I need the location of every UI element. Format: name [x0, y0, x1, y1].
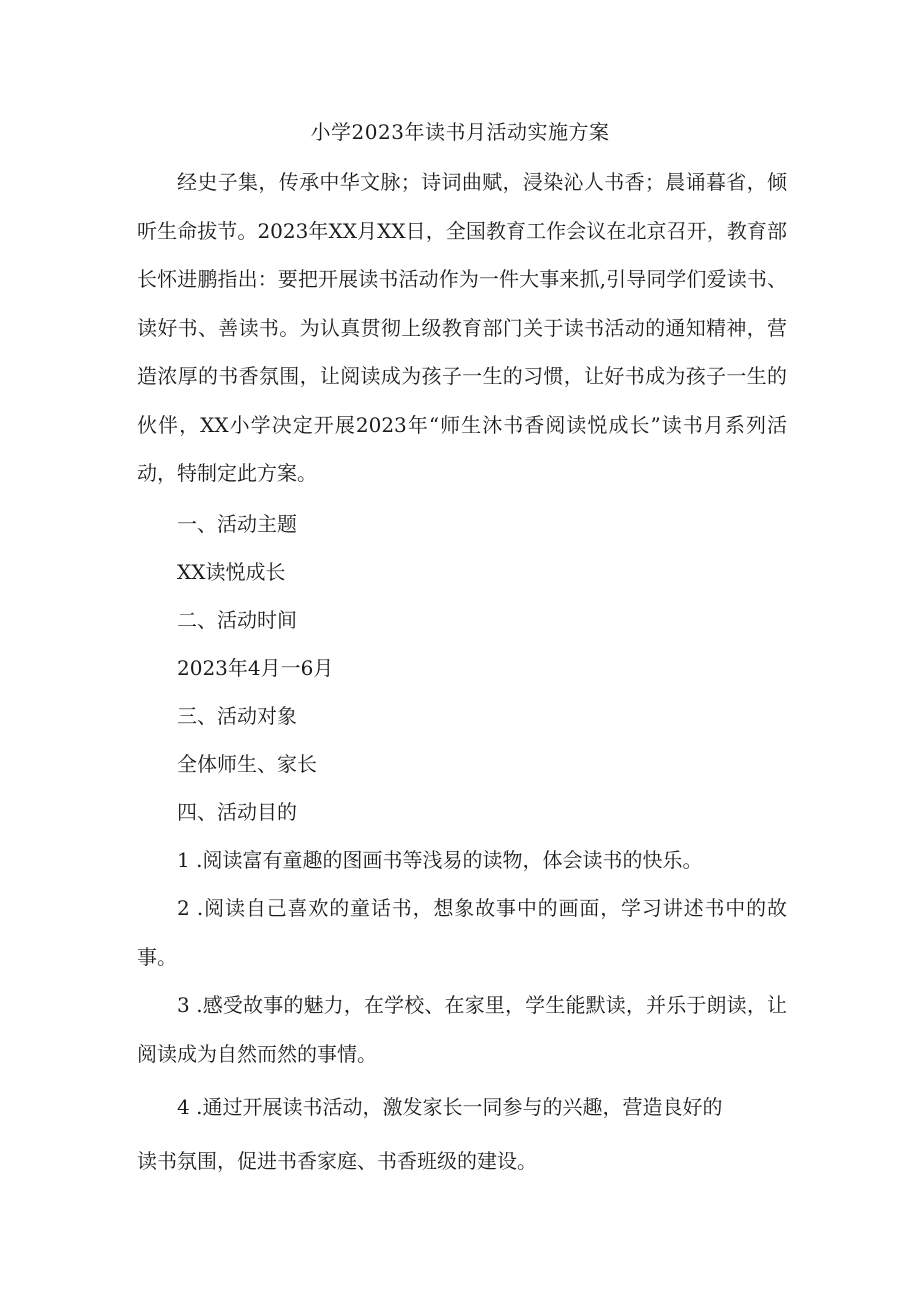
goal-item-3: 3 .感受故事的魅力，在学校、在家里，学生能默读，并乐于朗读，让阅读成为自然而然的事情。 [137, 993, 787, 1066]
section-content-theme: XX读悦成长 [177, 560, 286, 584]
goal-item-2: 2 .阅读自己喜欢的童话书，想象故事中的画面，学习讲述书中的故事。 [137, 896, 787, 969]
section-heading-audience: 三、活动对象 [177, 704, 297, 728]
section-content-audience: 全体师生、家长 [177, 752, 317, 776]
goal-item-4: 4 .通过开展读书活动，激发家长一同参与的兴趣，营造良好的 [177, 1095, 723, 1119]
goal-item-1: 1 .阅读富有童趣的图画书等浅易的读物，体会读书的快乐。 [177, 848, 703, 872]
section-heading-goals: 四、活动目的 [177, 800, 297, 824]
goal-item-4-continuation: 读书氛围，促进书香家庭、书香班级的建设。 [137, 1149, 537, 1173]
document-title: 小学2023年读书月活动实施方案 [310, 120, 610, 144]
intro-paragraph: 经史子集，传承中华文脉；诗词曲赋，浸染沁人书香；晨诵暮省，倾听生命拔节。2023年XX月XX日，全国教育工作会议在北京召开，教育部长怀进鹏指出：要把开展读书活动作为一件大事来抓,引导同学们爱读书、读好书、善读书。为认真贯彻上级教育部门关于读书活动的通知精神，营造浓厚的书香氛围，让阅读成为孩子一生的习惯，让好书成为孩子一生的伙伴，XX小学决定开展2023年“师生沐书香阅读悦成长”读书月系列活动，特制定此方案。 [137, 170, 787, 485]
section-content-time: 2023年4月一6月 [177, 656, 334, 680]
section-heading-time: 二、活动时间 [177, 608, 297, 632]
section-heading-theme: 一、活动主题 [177, 512, 297, 536]
